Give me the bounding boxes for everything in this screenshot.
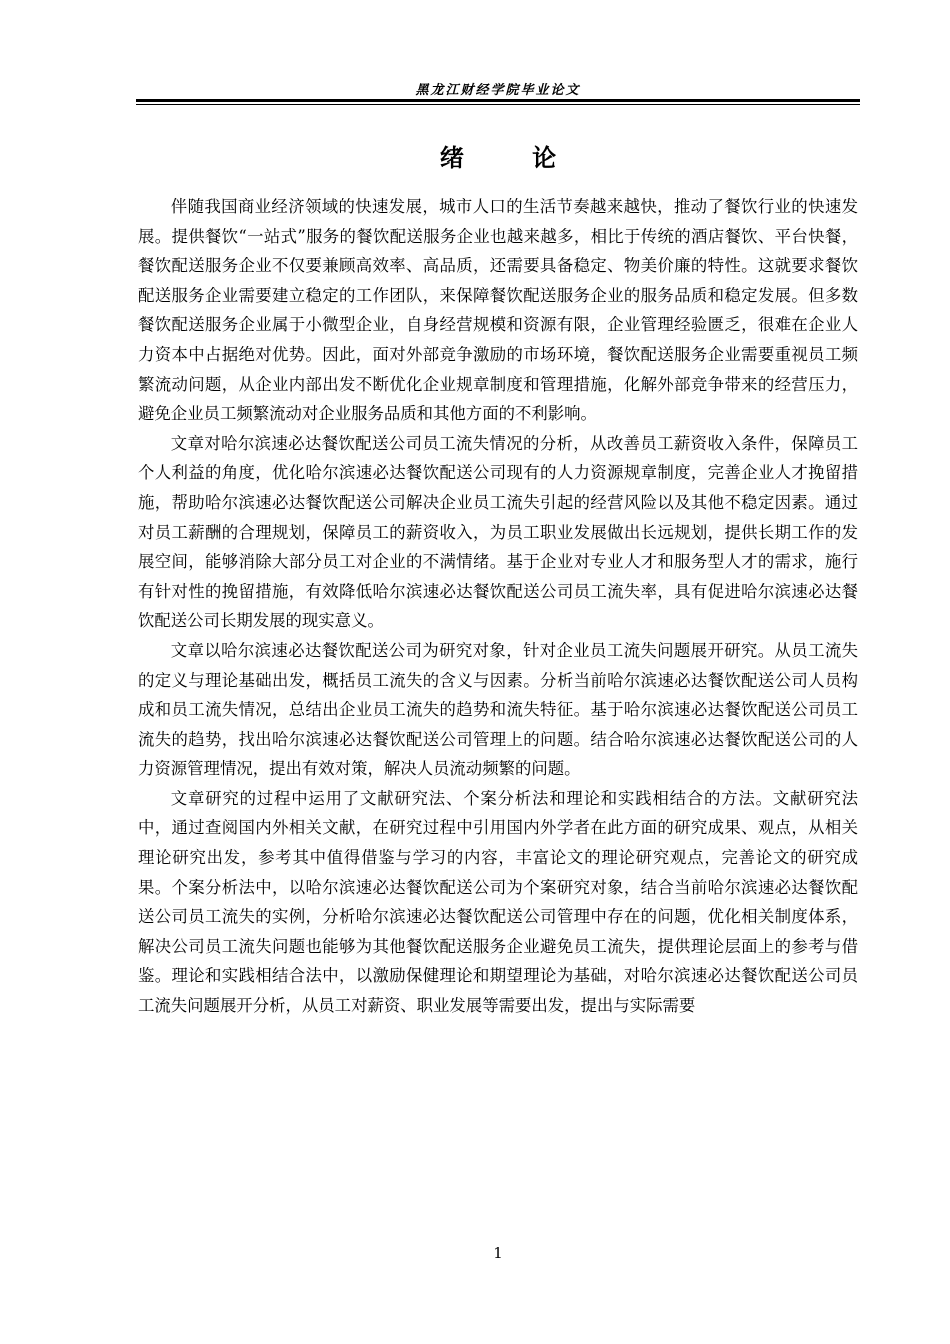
paragraph-2: 文章对哈尔滨速必达餐饮配送公司员工流失情况的分析，从改善员工薪资收入条件，保障员工个人利益的角度，优化哈尔滨速必达餐饮配送公司现有的人力资源规章制度，完善企业人才挽留措施，帮助哈尔滨速必达餐饮配送公司解决企业员工流失引起的经营风险以及其他不稳定因素。通过对员工薪酬的合理规划，保障员工的薪资收入，为员工职业发展做出长远规划，提供长期工作的发展空间，能够消除大部分员工对企业的不满情绪。基于企业对专业人才和服务型人才的需求，施行有针对性的挽留措施，有效降低哈尔滨速必达餐饮配送公司员工流失率，具有促进哈尔滨速必达餐饮配送公司长期发展的现实意义。	[138, 433, 858, 631]
running-header: 黑龙江财经学院毕业论文	[415, 83, 581, 98]
body-text	[138, 192, 858, 1021]
section-title: 绪 论	[439, 144, 587, 172]
paragraph-1: 伴随我国商业经济领域的快速发展，城市人口的生活节奏越来越快，推动了餐饮行业的快速发展。提供餐饮“一站式”服务的餐饮配送服务企业也越来越多，相比于传统的酒店餐饮、平台快餐，餐饮配送服务企业不仅要兼顾高效率、高品质，还需要具备稳定、物美价廉的特性。这就要求餐饮配送服务企业需要建立稳定的工作团队，来保障餐饮配送服务企业的服务品质和稳定发展。但多数餐饮配送服务企业属于小微型企业，自身经营规模和资源有限，企业管理经验匮乏，很难在企业人力资本中占据绝对优势。因此，面对外部竞争激励的市场环境，餐饮配送服务企业需要重视员工频繁流动问题，从企业内部出发不断优化企业规章制度和管理措施，化解外部竞争带来的经营压力，避免企业员工频繁流动对企业服务品质和其他方面的不利影响。	[138, 197, 858, 424]
paragraph-4: 文章研究的过程中运用了文献研究法、个案分析法和理论和实践相结合的方法。文献研究法中，通过查阅国内外相关文献，在研究过程中引用国内外学者在此方面的研究成果、观点，从相关理论研究出发，参考其中值得借鉴与学习的内容，丰富论文的理论研究观点，完善论文的研究成果。个案分析法中，以哈尔滨速必达餐饮配送公司为个案研究对象，结合当前哈尔滨速必达餐饮配送公司员工流失的实例，分析哈尔滨速必达餐饮配送公司管理中存在的问题，优化相关制度体系，解决公司员工流失问题也能够为其他餐饮配送服务企业避免员工流失，提供理论层面上的参考与借鉴。理论和实践相结合法中，以激励保健理论和期望理论为基础，对哈尔滨速必达餐饮配送公司员工流失问题展开分析，从员工对薪资、职业发展等需要出发，提出与实际需要	[138, 788, 858, 1016]
page-number: 1	[493, 1244, 503, 1262]
header-rule-thin	[136, 104, 860, 105]
header-rule-thick	[136, 99, 860, 102]
paragraph-3: 文章以哈尔滨速必达餐饮配送公司为研究对象，针对企业员工流失问题展开研究。从员工流失的定义与理论基础出发，概括员工流失的含义与因素。分析当前哈尔滨速必达餐饮配送公司人员构成和员工流失情况，总结出企业员工流失的趋势和流失特征。基于哈尔滨速必达餐饮配送公司员工流失的趋势，找出哈尔滨速必达餐饮配送公司管理上的问题。结合哈尔滨速必达餐饮配送公司的人力资源管理情况，提出有效对策，解决人员流动频繁的问题。	[138, 640, 858, 779]
